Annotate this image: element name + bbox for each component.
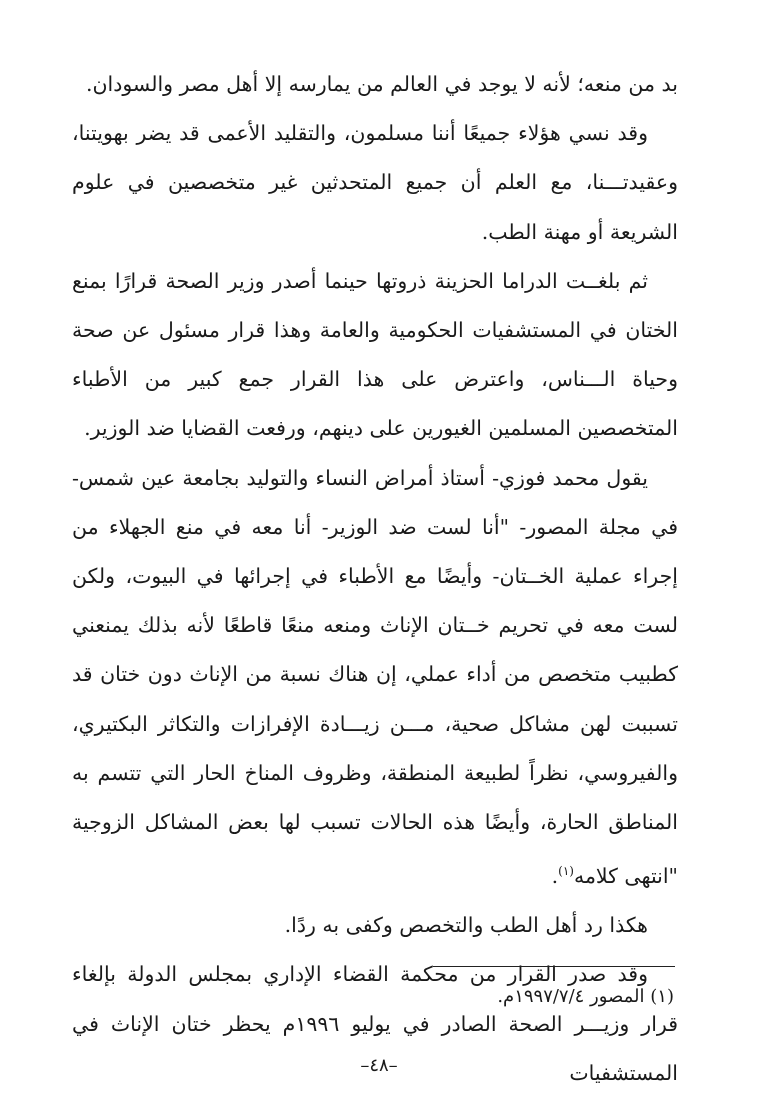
footnote-separator bbox=[433, 966, 675, 967]
paragraph-4 bbox=[72, 454, 678, 902]
paragraph-4-end: . bbox=[551, 864, 559, 889]
paragraph-4-text: يقول محمد فوزي- أستاذ أمراض النساء والتوليد بجامعة عين شمس-في مجلة المصور- "أنا لست ضد الوزير- أنا معه في منع الجهلاء من إجراء عملية الخــتان- وأيضًا مع الأطباء في إجرائها في البيوت، ولكن لست معه في تحريم خــتان الإناث ومنعه منعًا قاطعًا لأنه بذلك يمنعني كطبيب متخصص من أداء عملي، إن هناك نسبة من الإناث دون ختان قد تسببت لهن مشاكل صحية، مـــن زيـــادة الإفرازات والتكاثر البكتيري، والفيروسي، نظراً لطبيعة المنطقة، وظروف المناخ الحار التي تتسم به المناطق الحارة، وأيضًا هذه الحالات تسبب لها بعض المشاكل الزوجية "انتهى كلامه bbox=[72, 465, 678, 889]
page-number: –٤٨– bbox=[360, 1055, 398, 1076]
footnote: (١) المصور ١٩٩٧/٧/٤م. bbox=[497, 986, 674, 1007]
paragraph-2: وقد نسي هؤلاء جميعًا أننا مسلمون، والتقليد الأعمى قد يضر بهويتنا، وعقيدتـــنا، مع العلم أن جميع المتحدثين غير متخصصين في علوم الشريعة أو مهنة الطب. bbox=[72, 121, 678, 244]
paragraph-5: هكذا رد أهل الطب والتخصص وكفى به ردًا. bbox=[284, 913, 648, 938]
main-text bbox=[72, 60, 678, 1098]
paragraph-6: وقد صدر القرار من محكمة القضاء الإداري بمجلس الدولة بإلغاء قرار وزيـــر الصحة الصادر في يوليو ١٩٩٦م يحظر ختان الإناث في المستشفيات bbox=[72, 962, 678, 1085]
footnote-reference: (١) bbox=[558, 864, 574, 879]
paragraph-3: ثم بلغــت الدراما الحزينة ذروتها حينما أصدر وزير الصحة قرارًا بمنع الختان في المستشفيات الحكومية والعامة وهذا قرار مسئول عن صحة وحياة الـــناس، واعترض على هذا القرار جمع كبير من الأطباء المتخصصين المسلمين الغيورين على دينهم، ورفعت القضايا ضد الوزير. bbox=[72, 268, 678, 441]
paragraph-1: بد من منعه؛ لأنه لا يوجد في العالم من يمارسه إلا أهل مصر والسودان. bbox=[85, 72, 678, 96]
